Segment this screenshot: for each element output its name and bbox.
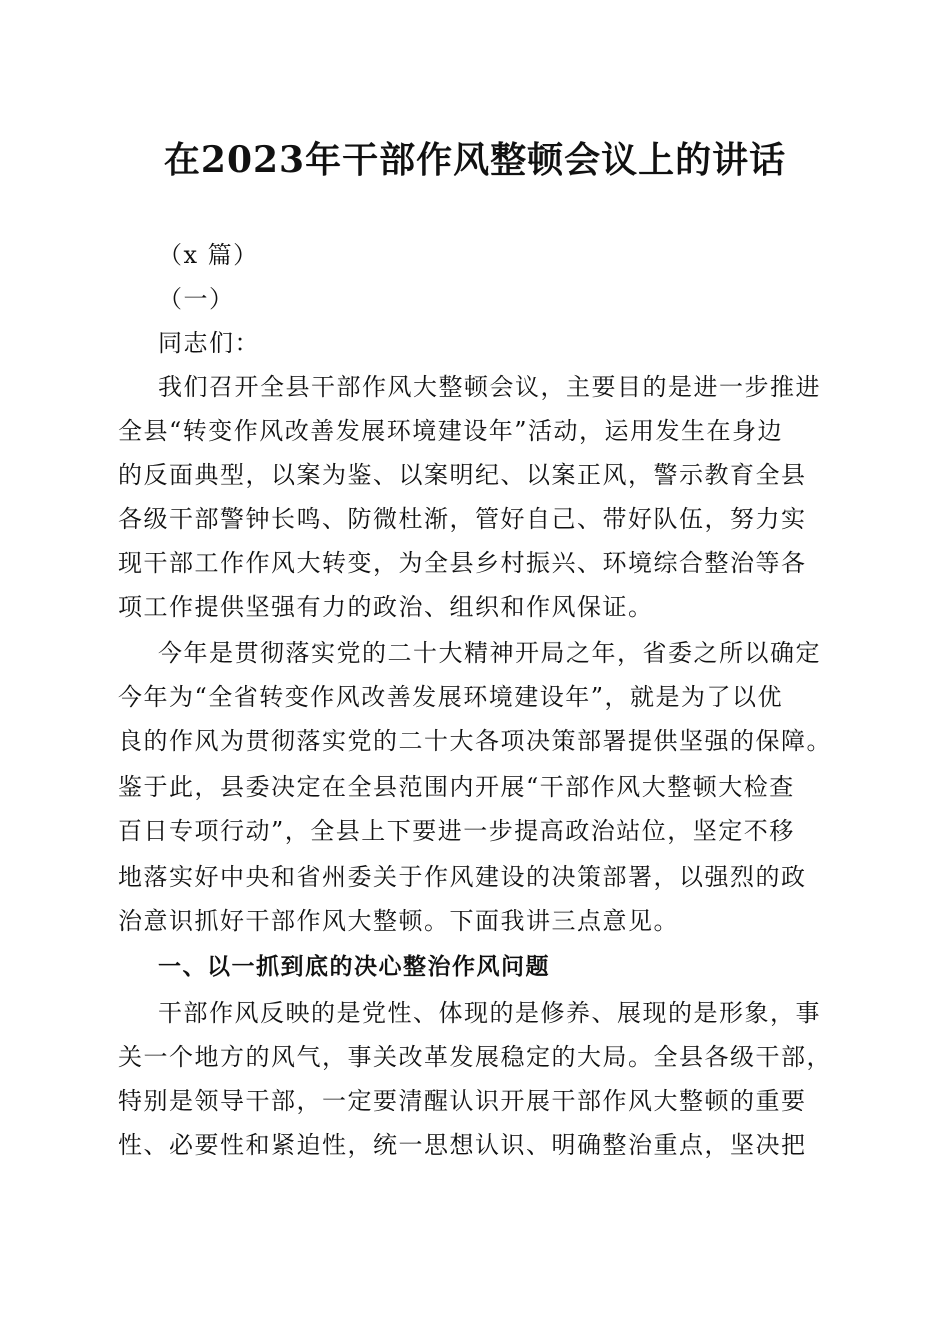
salutation: 同志们： — [158, 329, 260, 357]
subtitle-note: （x 篇） — [158, 241, 259, 269]
text-line: 我们召开全县干部作风大整顿会议，主要目的是进一步推进 — [158, 373, 821, 401]
text-line: 良的作风为贯彻落实党的二十大各项决策部署提供坚强的保障。 — [118, 727, 832, 755]
text-line: 的反面典型，以案为鉴、以案明纪、以案正风，警示教育全县 — [118, 461, 807, 489]
text-line: 干部作风反映的是党性、体现的是修养、展现的是形象，事 — [158, 999, 821, 1027]
text-line: 特别是领导干部，一定要清醒认识开展干部作风大整顿的重要 — [118, 1087, 807, 1115]
text-line: 鉴于此，县委决定在全县范围内开展“干部作风大整顿大检查 — [118, 773, 795, 801]
text-line: 全县“转变作风改善发展环境建设年”活动，运用发生在身边 — [118, 417, 784, 445]
text-line: 各级干部警钟长鸣、防微杜渐，管好自己、带好队伍，努力实 — [118, 505, 807, 533]
text-line: 百日专项行动”，全县上下要进一步提高政治站位，坚定不移 — [118, 817, 795, 845]
text-line: 治意识抓好干部作风大整顿。下面我讲三点意见。 — [118, 907, 679, 935]
text-line: 现干部工作作风大转变，为全县乡村振兴、环境综合整治等各 — [118, 549, 807, 577]
text-line: 今年是贯彻落实党的二十大精神开局之年，省委之所以确定 — [158, 639, 821, 667]
section-heading: 一、以一抓到底的决心整治作风问题 — [158, 954, 550, 980]
text-line: 地落实好中央和省州委关于作风建设的决策部署，以强烈的政 — [118, 863, 807, 891]
document-title: 在2023年干部作风整顿会议上的讲话 — [163, 139, 787, 181]
section-number: （一） — [158, 285, 235, 313]
text-line: 今年为“全省转变作风改善发展环境建设年”，就是为了以优 — [118, 683, 784, 711]
text-line: 性、必要性和紧迫性，统一思想认识、明确整治重点，坚决把 — [118, 1131, 807, 1159]
text-line: 关一个地方的风气，事关改革发展稳定的大局。全县各级干部， — [118, 1043, 832, 1071]
text-line: 项工作提供坚强有力的政治、组织和作风保证。 — [118, 593, 654, 621]
